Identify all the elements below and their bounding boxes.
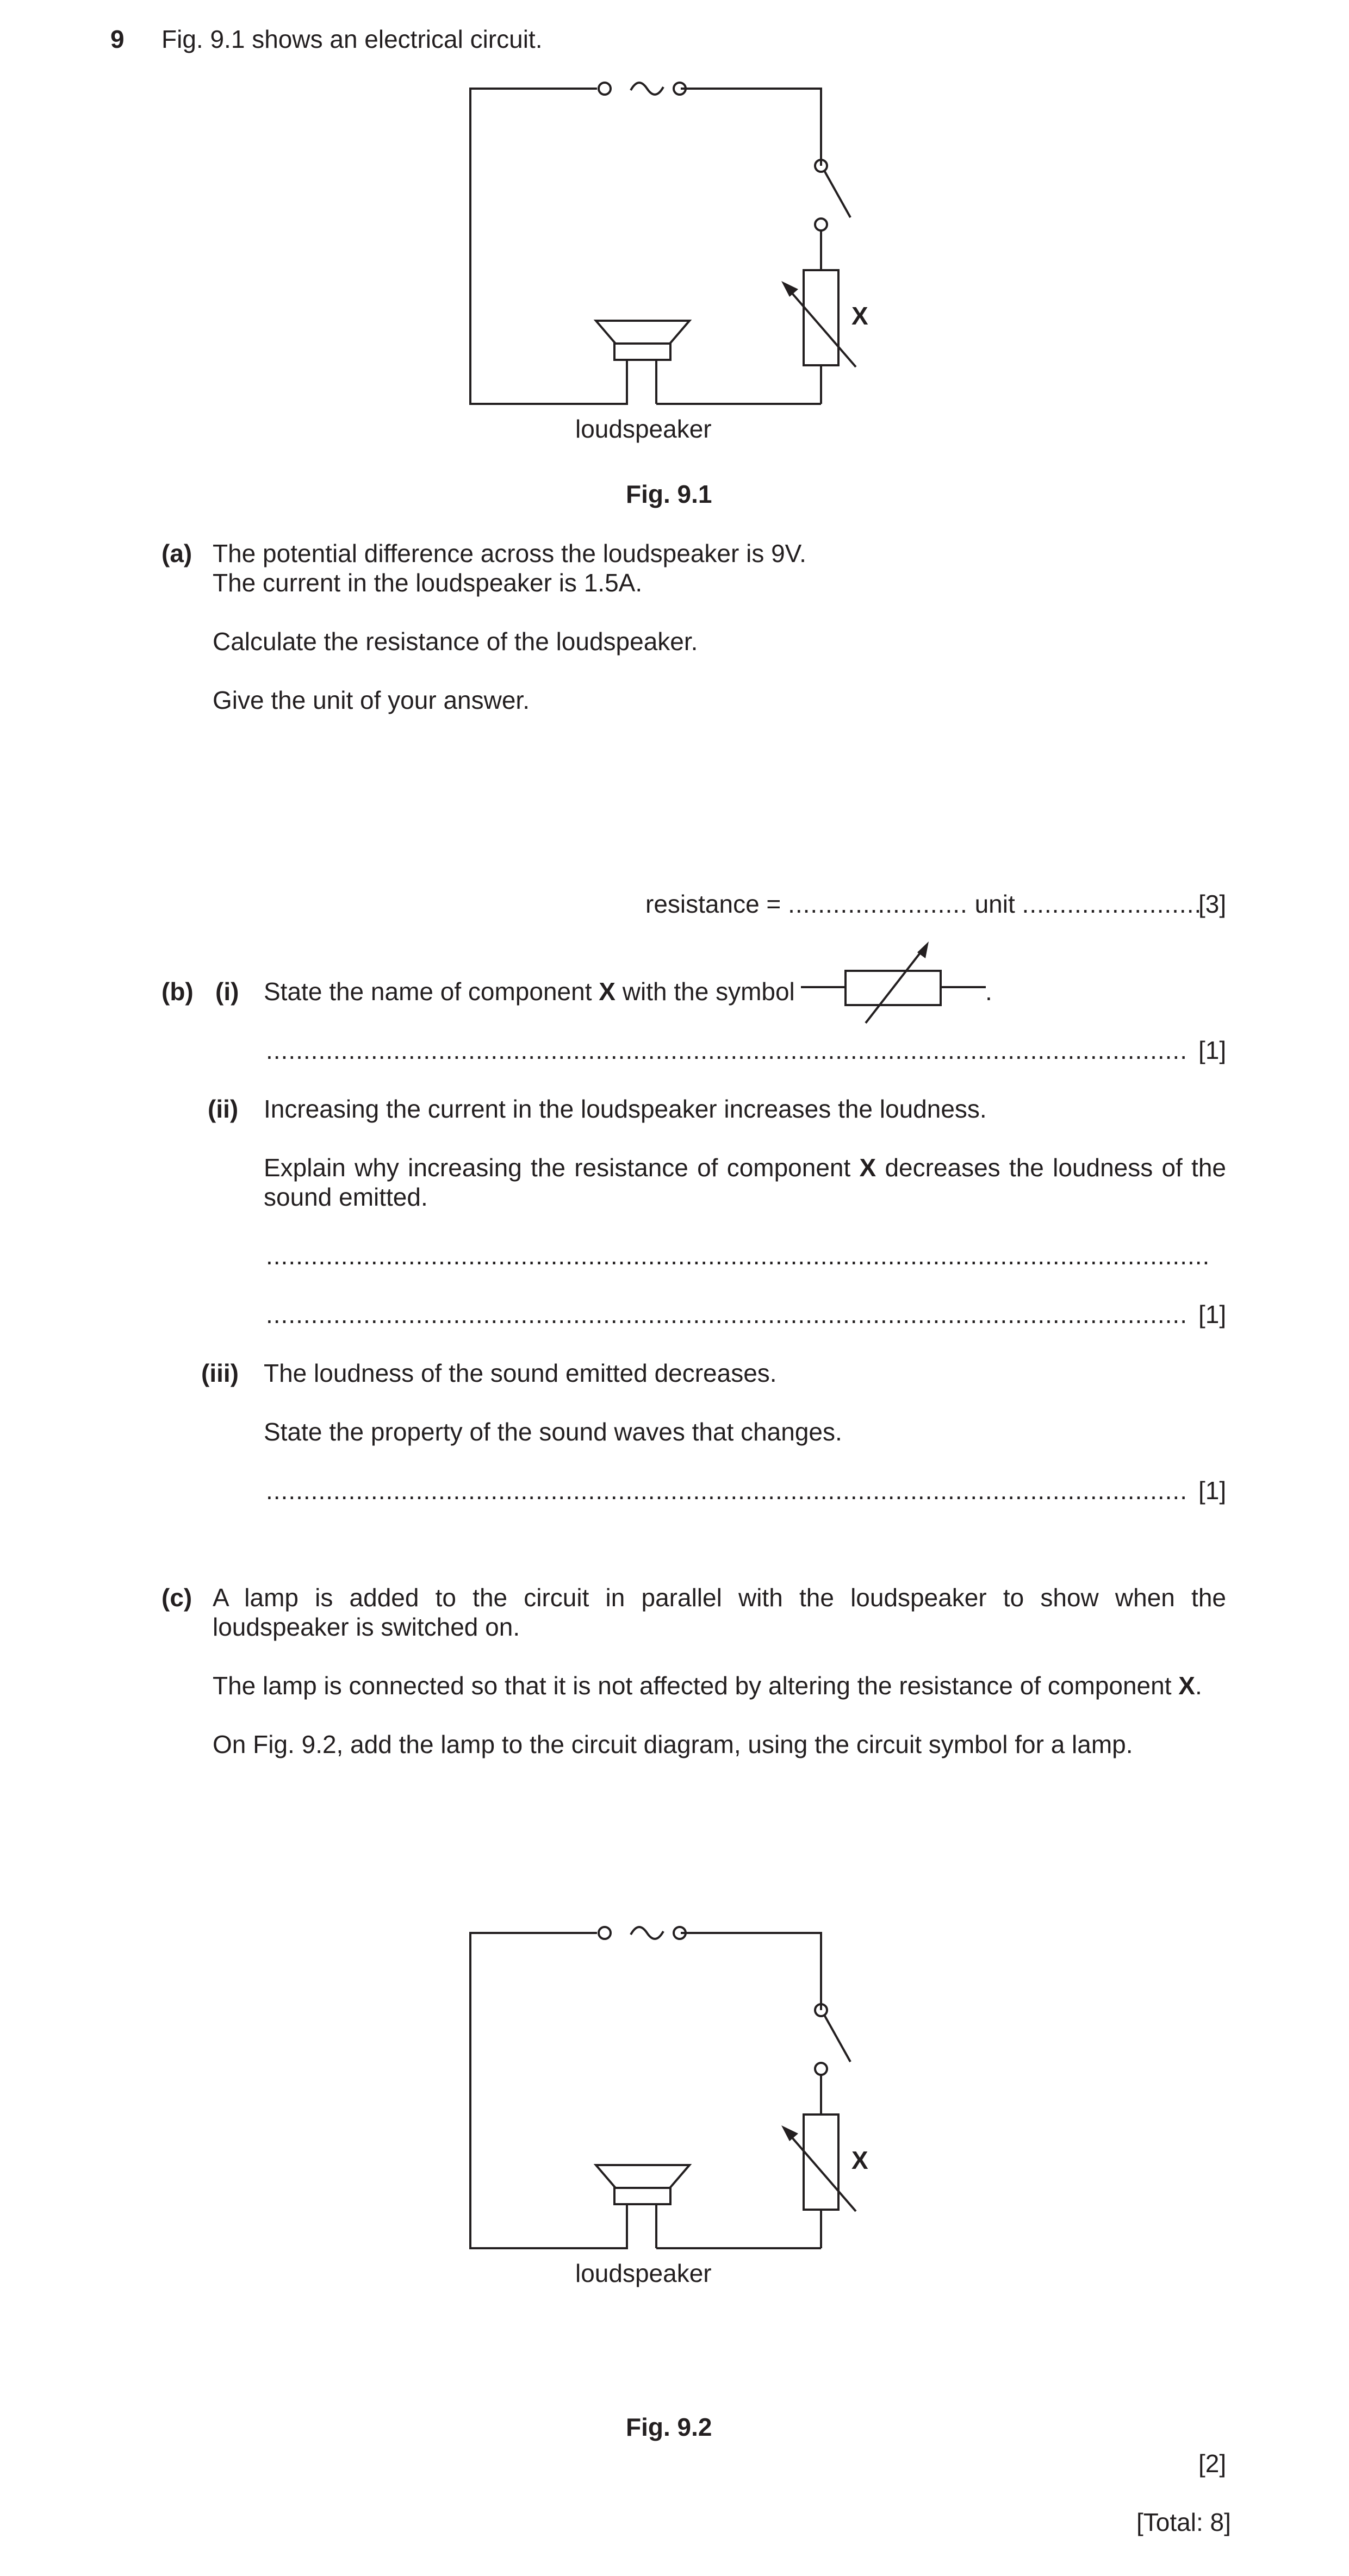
part-b-ii-text-after: decreases the loudness of the sound emitted. (264, 1153, 1227, 1211)
part-a-line-4: Give the unit of your answer. (213, 686, 530, 714)
part-c-line-2 (213, 1671, 1202, 1700)
variable-resistor-symbol (797, 940, 1003, 1027)
part-b-i-text (264, 977, 795, 1006)
part-b-ii-marks: [1] (1198, 1300, 1227, 1328)
figure-caption: Fig. 9.2 (626, 2413, 712, 2441)
ac-terminal-left (599, 1927, 611, 1939)
variable-resistor-arrow-line (789, 2135, 856, 2211)
part-b-iii-marks: [1] (1198, 1476, 1227, 1505)
ac-terminal-left (599, 83, 611, 95)
component-x-ref: X (859, 1153, 876, 1182)
part-b-iii-label: (iii) (201, 1359, 239, 1387)
switch-contact (815, 2063, 827, 2075)
part-c-marks: [2] (1198, 2449, 1227, 2478)
variable-resistor-arrowhead (781, 2125, 798, 2141)
part-b-iii-answer-field[interactable]: ........................................................................................................................... (266, 1476, 1188, 1505)
loudspeaker-label: loudspeaker (575, 415, 712, 443)
part-b-i-period: . (985, 977, 992, 1006)
part-a-line-2: The current in the loudspeaker is 1.5A. (213, 569, 643, 597)
ac-supply-symbol (631, 1927, 663, 1939)
resistance-label: resistance = (645, 890, 781, 918)
part-a-line-3: Calculate the resistance of the loudspeaker. (213, 627, 698, 656)
variable-resistor-body (804, 270, 838, 365)
loudspeaker-cone (596, 2165, 689, 2188)
part-b-iii-line-1: The loudness of the sound emitted decreases. (264, 1359, 777, 1387)
part-b-i-answer-field[interactable]: ........................................................................................................................... (266, 1036, 1188, 1064)
loudspeaker-magnet (614, 344, 670, 360)
loudspeaker-magnet (614, 2188, 670, 2204)
loudspeaker-cone (596, 321, 689, 344)
part-b-iii-line-2: State the property of the sound waves that changes. (264, 1418, 842, 1446)
part-b-ii-line-2 (264, 1153, 1226, 1212)
part-a-marks: [3] (1198, 890, 1227, 918)
part-b-ii-text-before: Explain why increasing the resistance of component (264, 1153, 851, 1182)
unit-answer-field[interactable]: ........................ (1022, 890, 1202, 918)
resistor-arrow-line (866, 950, 923, 1023)
part-a-label: (a) (161, 539, 192, 567)
total-marks: [Total: 8] (1136, 2508, 1231, 2536)
component-x-label: X (851, 302, 868, 330)
wire (681, 89, 821, 166)
part-b-label: (b) (161, 977, 194, 1006)
wire (470, 1933, 627, 2248)
part-b-ii-answer-field-1[interactable]: .............................................................................................................................. (266, 1242, 1210, 1270)
switch-lever (824, 2015, 850, 2062)
part-c-label: (c) (161, 1583, 192, 1612)
component-x-ref: X (1178, 1671, 1195, 1700)
ac-supply-symbol (631, 83, 663, 95)
part-c-line-1: A lamp is added to the circuit in parallel with the loudspeaker to show when the loudspeaker is switched on. (213, 1583, 1226, 1641)
resistance-answer-line (645, 889, 1202, 919)
variable-resistor-body (804, 2115, 838, 2210)
part-b-i-text-after: with the symbol (622, 977, 795, 1006)
question-number: 9 (110, 25, 125, 53)
part-c-line-3: On Fig. 9.2, add the lamp to the circuit diagram, using the circuit symbol for a lamp. (213, 1730, 1133, 1758)
wire (681, 1933, 821, 2010)
part-b-i-label: (i) (215, 977, 239, 1006)
component-x-label: X (851, 2146, 868, 2174)
part-c-text-after: . (1195, 1671, 1202, 1700)
variable-resistor-arrow-line (789, 290, 856, 367)
part-a-line-1: The potential difference across the loudspeaker is 9V. (213, 539, 806, 567)
figure-caption: Fig. 9.1 (626, 480, 712, 508)
part-b-i-marks: [1] (1198, 1036, 1227, 1064)
switch-contact (815, 219, 827, 230)
part-c-text-before: The lamp is connected so that it is not affected by altering the resistance of component (213, 1671, 1172, 1700)
part-b-ii-label: (ii) (208, 1095, 239, 1123)
part-b-i-text-before: State the name of component (264, 977, 592, 1006)
resistance-answer-field[interactable]: ........................ (788, 890, 968, 918)
unit-label: unit (974, 890, 1015, 918)
component-x-ref: X (599, 977, 616, 1006)
variable-resistor-arrowhead (781, 281, 798, 297)
switch-lever (824, 171, 850, 217)
loudspeaker-label: loudspeaker (575, 2259, 712, 2287)
part-b-ii-line-1: Increasing the current in the loudspeaker increases the loudness. (264, 1095, 987, 1123)
part-b-ii-answer-field-2[interactable]: ........................................................................................................................... (266, 1300, 1188, 1328)
wire (470, 89, 627, 404)
question-intro: Fig. 9.1 shows an electrical circuit. (161, 25, 543, 53)
